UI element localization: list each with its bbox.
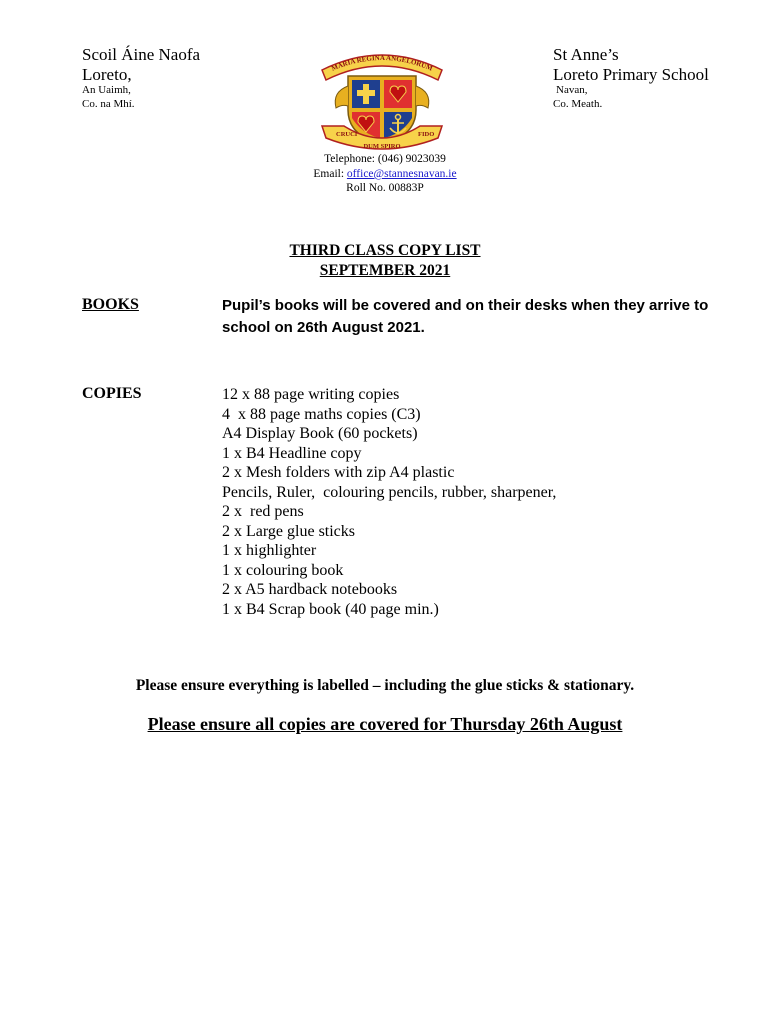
crest-banner-left: CRUCI [336,131,358,138]
school-crest [318,46,446,154]
list-item: 1 x B4 Scrap book (40 page min.) [222,600,439,618]
address-english-line2: Co. Meath. [553,98,603,110]
list-item: 2 x Large glue sticks [222,522,356,540]
list-item: 2 x red pens [222,503,304,520]
email-link[interactable]: office@stannesnavan.ie [346,168,457,180]
list-item: 2 x Mesh folders with zip A4 plastic [222,464,455,481]
copies-label: COPIES [82,385,142,402]
school-name-english: St Anne’s [553,45,619,64]
address-irish-line2: Co. na Mhí. [82,98,135,110]
crest-banner-top: MARIA REGINA ANGELORUM [330,53,434,73]
telephone: Telephone: (046) 9023039 [324,153,446,165]
address-english-line1: Navan, [556,84,588,96]
list-item: 12 x 88 page writing copies [222,386,400,403]
list-item: A4 Display Book (60 pockets) [222,425,418,442]
list-item: Pencils, Ruler, colouring pencils, rubber, sharpener, [222,483,557,501]
crest-banner-mid: DUM SPIRO [363,143,401,150]
list-item: 1 x B4 Headline copy [222,444,362,462]
list-item: 2 x A5 hardback notebooks [222,581,398,598]
roll-number: Roll No. 00883P [346,182,424,194]
email-label: Email: [313,168,347,180]
books-label: BOOKS [82,296,139,313]
list-item: 1 x colouring book [222,561,344,579]
document-title: THIRD CLASS COPY LIST [289,242,481,259]
school-name-irish: Scoil Áine Naofa [82,45,201,64]
crest-banner-right: FIDO [418,131,435,138]
document-subtitle: SEPTEMBER 2021 [319,262,451,279]
labelling-note: Please ensure everything is labelled – including the glue sticks & stationary. [135,677,635,694]
books-description: Pupil’s books will be covered and on their desks when they arrive to school on 26th August 2021. [222,297,709,336]
list-item: 4 x 88 page maths copies (C3) [222,405,421,423]
address-irish-line1: An Uaimh, [82,84,131,96]
list-item: 1 x highlighter [222,542,317,559]
copies-list [222,385,556,619]
school-name-english-line2: Loreto Primary School [553,65,709,84]
school-name-irish-line2: Loreto, [82,65,132,84]
email-line [0,167,770,181]
covering-reminder: Please ensure all copies are covered for Thursday 26th August [147,714,623,734]
crest-emblem [318,46,446,154]
